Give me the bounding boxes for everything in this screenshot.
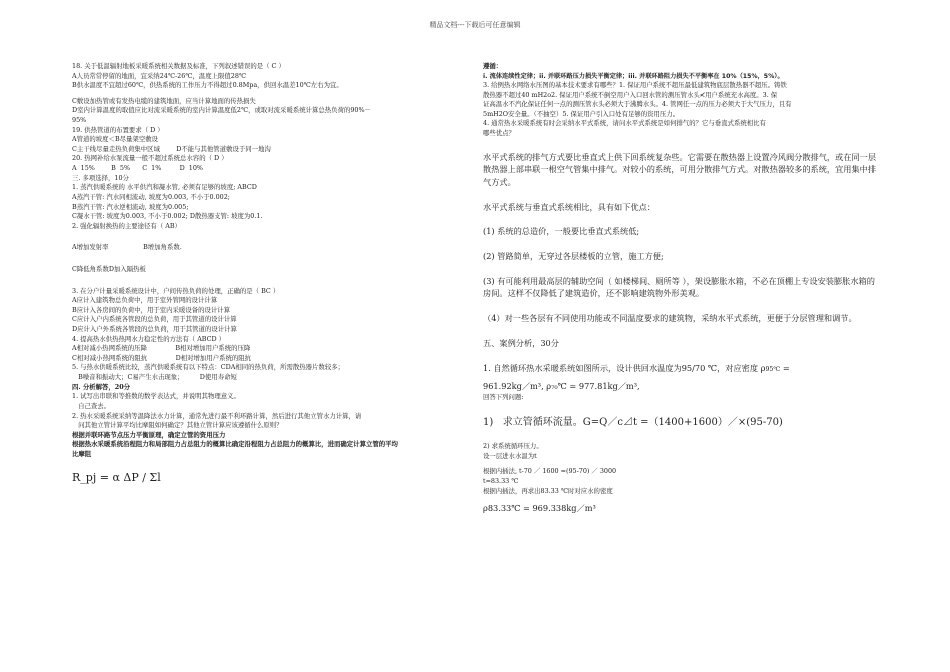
q4-line-1: 4. 通常热水采暖系统有时会采纳水平式系统，请问水平式系统是如何排气的？它与垂直式系统相比有 bbox=[483, 119, 766, 128]
case-1-end: = bbox=[780, 362, 790, 373]
answer-paragraph-2: 水平式系统与垂直式系统相比，具有如下优点： bbox=[483, 201, 655, 212]
answer-paragraph-1: 水平式系统的排气方式要比垂直式上供下回系统复杂些。它需要在散热器上设置冷风阀分散排气，或在同一层散热器上部串联一根空气管集中排气。对较小的系统，可用分散排气方式。对散热器较多的系统，宜用集中排气方式。 bbox=[483, 151, 877, 187]
problem-2: 2. 热水采暖系统采纳等温降法水力计算，通常先进行最不利环路计算，然后进行其他立管水力计算，请 bbox=[72, 411, 362, 420]
case-1-text: 1. 自然循环热水采暖系统如图所示，设计供回水温度为95/70 ℃，对应密度 ρ bbox=[483, 362, 766, 373]
question-18-option-a: A人员常常停留的地面，宜采纳24℃-26℃，温度上限值28℃ bbox=[72, 71, 247, 80]
multi-4-ab: A相对减小热网系统的压降 B相对增加用户系统的压降 bbox=[72, 344, 251, 353]
case-1-subscript: 95℃ bbox=[765, 365, 781, 373]
step-1-flow: 1) 求立管循环流量。G=Q／c⊿t =（1400+1600）／×(95-70) bbox=[483, 416, 783, 428]
step-2-assume: 设一层进水水温为t bbox=[483, 451, 537, 460]
answer-line-3: 比摩阻 bbox=[72, 449, 92, 458]
problem-1: 1. 试写出串联和等推数的数学表达式，并说明其物理意义。 bbox=[72, 392, 240, 401]
step-2-density: ρ83.33℃ = 969.338kg／m³ bbox=[483, 503, 596, 514]
q3-line-1: 3. 给例热水网络水压图的基本技术要求有哪些？1. 保证用户系统不超压最低建筑物底层散热器不超压。铸铁 bbox=[483, 80, 787, 89]
question-18-option-b: B供水温度不宜超过60℃，供热系统的工作压力不得超过0.8Mpa，供回水温差10℃左右为宜。 bbox=[72, 81, 343, 90]
section-3-title: 三. 多项选择，10分 bbox=[72, 173, 129, 182]
section-5-title: 五、案例分析，30分 bbox=[483, 337, 559, 348]
step-2-temp: t=83.33 ℃ bbox=[483, 476, 519, 485]
advantage-4: （4）对一些各层有不同使用功能或不同温度要求的建筑物，采纳水平式系统，更便于分层管理和调节。 bbox=[483, 313, 857, 324]
multi-2-cd: C降低角系数D加入隔热板 bbox=[72, 264, 146, 273]
question-19-option-cd: C主干线尽量走热负荷集中区域 D不能与其他管道敷设于同一地沟 bbox=[72, 144, 271, 153]
multi-3-b: B应计入各房间的负荷中，用于室内采暖设备的设计计算 bbox=[72, 305, 231, 314]
case-1 bbox=[483, 362, 878, 375]
multi-3-d: D应计入户外系统各管段的总负荷，用于其管道的设计计算 bbox=[72, 325, 237, 334]
question-18-option-c: C敷设加热管或有发热电缆的建筑地面，应当计算地面的传热损失 bbox=[72, 96, 256, 105]
right-column bbox=[483, 62, 878, 515]
multi-4-cd: C相对减小热网系统的阻抗 D相对增加用户系统的阻抗 bbox=[72, 353, 252, 362]
question-18-option-d: D室内计算温度的取值应比对流采暖系统的室内计算温度低2℃，或取对流采暖系统计算总热负荷的90%－ bbox=[72, 106, 371, 115]
left-column bbox=[72, 62, 467, 486]
multi-3: 3. 在分户计量采暖系统设计中，户间传热负荷的处理，正确的是（ BC ） bbox=[72, 286, 280, 295]
multi-3-a: A应计入建筑物总负荷中，用于室外管网的设计计算 bbox=[72, 296, 218, 305]
page-header: 精品文档---下载后可任意编辑 bbox=[429, 21, 521, 29]
q3-line-2: 散热器不超过40 mH2o2. 保证用户系统不倒空用户入口回水管的测压管水头≮用户系统充水高度。3. 保 bbox=[483, 90, 778, 99]
mean-friction-formula: R_pj = α ΔP / Σl bbox=[72, 470, 161, 484]
answer-line-1: 根据并联环路节点压力平衡原理，确定立管的资用压力 bbox=[72, 430, 226, 439]
answer-line-2: 根据热水采暖系统沿程阻力和局部阻力占总阻力的概算比确定沿程阻力占总阻力的概算比，进而确定计算立管的平均 bbox=[72, 440, 398, 449]
q3-line-4: 5mH2O安全量。（不抽空）5. 保证用户引入口处有足够的资用压力。 bbox=[483, 109, 680, 118]
case-1-prompt: 回答下列问题: bbox=[483, 393, 524, 401]
advantage-2: (2) 管路简单，无穿过各层楼板的立管，施工方便; bbox=[483, 251, 664, 262]
multi-5-b: B噪音和振动大；C易产生水击现象； D使用寿命短 bbox=[72, 373, 237, 382]
question-19: 19. 供热管道的布置要求（ D ） bbox=[72, 125, 164, 134]
multi-4: 4. 提高热水供热热网水力稳定性的方法有（ ABCD ） bbox=[72, 334, 226, 343]
question-20-options: A 15% B 5% C 1% D 10% bbox=[72, 164, 203, 173]
question-19-option-ab: A管道的坡度＜B尽量架空敷设 bbox=[72, 135, 158, 144]
step-2-title: 2) 求系统循环压力。 bbox=[483, 442, 543, 451]
step-2-interp: 根据内插法, t-70 ／ 1600 =(95-70) ／ 3000 bbox=[483, 467, 617, 476]
step-2-density-text: 根据内插法，再求出83.33 ℃时对应水的密度 bbox=[483, 486, 613, 495]
question-18: 18. 关于低温辐射地板采暖系统相关数据及标准，下列叙述错误的是（ C ） bbox=[72, 62, 285, 70]
multi-3-c: C应计入户内系统各管段的总负荷，用于其管道的设计计算 bbox=[72, 315, 237, 324]
q4-line-2: 哪些优点？ bbox=[483, 128, 515, 137]
multi-1-b: B蒸汽干管: 汽水逆相流动, 坡度为0.005; bbox=[72, 202, 189, 211]
question-18-option-d-cont: 95% bbox=[72, 116, 87, 125]
multi-1-a: A蒸汽干管: 汽水同相流动, 坡度为0.003, 不小于0.002; bbox=[72, 192, 230, 201]
section-4-title: 四. 分析解答，20分 bbox=[72, 382, 131, 391]
follow-title: 遵循： bbox=[483, 62, 503, 70]
multi-2: 2. 强化辐射换热的主要途径有（ AB） bbox=[72, 221, 181, 230]
problem-2-cont: 问其他立管计算平均比摩阻如何确定？其他立管计算应该遵循什么原则？ bbox=[72, 421, 283, 430]
multi-2-ab: A增加发射率 B增加角系数. bbox=[72, 243, 182, 252]
multi-5: 5. 与热水供暖系统比较，蒸汽供暖系统有以下特点：CDA相同的热负荷，所需散热器片数较多； bbox=[72, 363, 344, 372]
follow-laws: i. 流体连续性定律；ii. 并联环路压力损失平衡定律；iii. 并联环路阻力损失不平衡率在 10%（15%，5%）。 bbox=[483, 72, 784, 80]
problem-1-answer: 自己查去。 bbox=[72, 401, 111, 410]
q3-line-3: 证高温水不汽化保证任何一点的测压管水头必须大于沸腾水头。4. 管网任一点的压力必须大于大气压力，且有 bbox=[483, 100, 792, 109]
case-1-densities: 961.92kg／m³, ρ₇₀℃ = 977.81kg／m³, bbox=[483, 381, 640, 392]
multi-1-c: C凝水干管: 坡度为0.003, 不小于0.002; D散热器支管: 坡度为0.1. bbox=[72, 212, 263, 221]
question-20: 20. 热网补给水泵流量一般不超过系统总水容的（ D ） bbox=[72, 154, 228, 163]
advantage-3: (3) 有可能利用最高层的辅助空间（ 如楼梯间、厕所等 ），架设膨胀水箱，不必在顶棚上专设安装膨胀水箱的房间。这样不仅降低了建筑造价，还不影响建筑物外形美观。 bbox=[483, 275, 875, 299]
multi-1: 1. 蒸汽供暖系统的 水平供汽和凝水管, 必须有足够的坡度; ABCD bbox=[72, 183, 257, 192]
advantage-1: (1) 系统的总造价，一般要比垂直式系统低; bbox=[483, 226, 640, 237]
